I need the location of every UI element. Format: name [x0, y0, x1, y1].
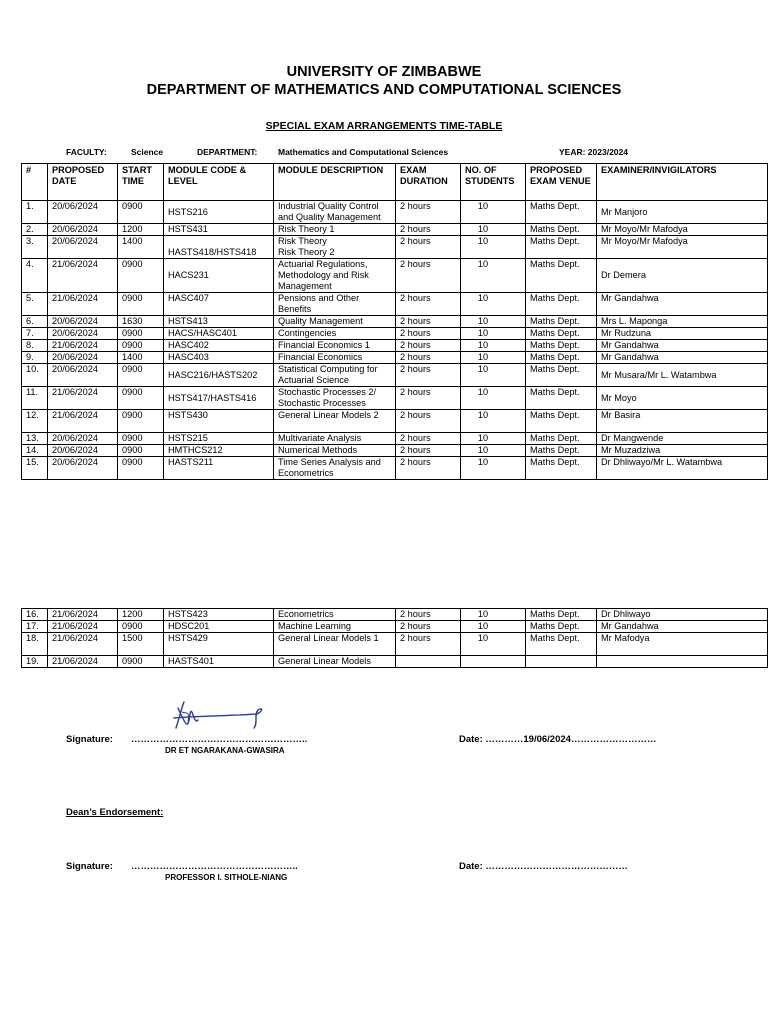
cell-students: 10 — [461, 293, 526, 316]
signatory-name: DR ET NGARAKANA-GWASIRA — [165, 746, 285, 755]
cell-examiner: Mr Moyo/Mr Mafodya — [597, 224, 768, 236]
cell-time: 0900 — [118, 656, 164, 668]
cell-duration: 2 hours — [396, 352, 461, 364]
deans-endorsement-heading: Dean’s Endorsement: — [66, 807, 164, 818]
cell-code: HASTS401 — [164, 656, 274, 668]
cell-examiner: Dr Mangwende — [597, 433, 768, 445]
cell-time: 0900 — [118, 340, 164, 352]
cell-date: 20/06/2024 — [48, 445, 118, 457]
cell-students: 10 — [461, 352, 526, 364]
cell-no: 10. — [22, 364, 48, 387]
cell-no: 17. — [22, 621, 48, 633]
cell-desc: Actuarial Regulations, Methodology and Risk Management — [274, 259, 396, 293]
col-header-number: # — [22, 164, 48, 201]
cell-examiner: Mr Gandahwa — [597, 352, 768, 364]
cell-venue: Maths Dept. — [526, 236, 597, 259]
cell-no: 5. — [22, 293, 48, 316]
signature-date: Date: …………19/06/2024……………………… — [459, 734, 657, 745]
cell-venue: Maths Dept. — [526, 293, 597, 316]
cell-venue: Maths Dept. — [526, 352, 597, 364]
cell-code: HASTS418/HSTS418 — [164, 236, 274, 259]
table-row — [22, 352, 768, 364]
cell-date: 20/06/2024 — [48, 316, 118, 328]
dean-signature-label: Signature: — [66, 861, 113, 872]
cell-duration: 2 hours — [396, 410, 461, 433]
cell-examiner: Mr Basira — [597, 410, 768, 433]
cell-time: 0900 — [118, 201, 164, 224]
cell-no: 3. — [22, 236, 48, 259]
table-row — [22, 340, 768, 352]
cell-duration: 2 hours — [396, 633, 461, 656]
col-header-venue: PROPOSED EXAM VENUE — [526, 164, 597, 201]
cell-code: HASC216/HASTS202 — [164, 364, 274, 387]
cell-code: HSTS429 — [164, 633, 274, 656]
cell-time: 0900 — [118, 259, 164, 293]
cell-duration: 2 hours — [396, 609, 461, 621]
cell-time: 0900 — [118, 387, 164, 410]
table-row — [22, 364, 768, 387]
table-row — [22, 259, 768, 293]
cell-students: 10 — [461, 410, 526, 433]
cell-duration: 2 hours — [396, 387, 461, 410]
cell-students: 10 — [461, 445, 526, 457]
cell-date: 20/06/2024 — [48, 201, 118, 224]
cell-code: HSTS431 — [164, 224, 274, 236]
cell-venue: Maths Dept. — [526, 387, 597, 410]
cell-students: 10 — [461, 259, 526, 293]
cell-desc: Financial Economics 1 — [274, 340, 396, 352]
handwritten-signature — [168, 696, 278, 736]
cell-students: 10 — [461, 236, 526, 259]
document-title: SPECIAL EXAM ARRANGEMENTS TIME-TABLE — [265, 120, 503, 132]
cell-examiner: Mrs L. Maponga — [597, 316, 768, 328]
table-header-row — [22, 164, 768, 201]
cell-students: 10 — [461, 224, 526, 236]
cell-no: 15. — [22, 457, 48, 480]
cell-no: 19. — [22, 656, 48, 668]
cell-desc: Pensions and Other Benefits — [274, 293, 396, 316]
cell-duration: 2 hours — [396, 293, 461, 316]
cell-desc: Statistical Computing for Actuarial Science — [274, 364, 396, 387]
cell-time: 0900 — [118, 410, 164, 433]
cell-time: 0900 — [118, 445, 164, 457]
cell-no: 2. — [22, 224, 48, 236]
cell-venue: Maths Dept. — [526, 445, 597, 457]
cell-date: 21/06/2024 — [48, 259, 118, 293]
table-row — [22, 656, 768, 668]
cell-examiner: Dr Demera — [597, 259, 768, 293]
cell-date: 21/06/2024 — [48, 609, 118, 621]
table-row — [22, 328, 768, 340]
col-header-date: PROPOSED DATE — [48, 164, 118, 201]
col-header-time: START TIME — [118, 164, 164, 201]
cell-code: HSTS430 — [164, 410, 274, 433]
cell-students: 10 — [461, 316, 526, 328]
table-row — [22, 410, 768, 433]
cell-desc: Risk Theory 1 — [274, 224, 396, 236]
cell-students: 10 — [461, 633, 526, 656]
table-row — [22, 445, 768, 457]
cell-no: 18. — [22, 633, 48, 656]
table-body-continued — [22, 609, 768, 668]
cell-code: HASC407 — [164, 293, 274, 316]
cell-duration — [396, 656, 461, 668]
cell-time: 0900 — [118, 293, 164, 316]
cell-venue: Maths Dept. — [526, 201, 597, 224]
cell-time: 1630 — [118, 316, 164, 328]
cell-venue: Maths Dept. — [526, 259, 597, 293]
cell-venue: Maths Dept. — [526, 433, 597, 445]
department-label: DEPARTMENT: — [197, 147, 258, 157]
cell-desc: Multivariate Analysis — [274, 433, 396, 445]
cell-examiner: Mr Mafodya — [597, 633, 768, 656]
cell-venue: Maths Dept. — [526, 340, 597, 352]
cell-no: 6. — [22, 316, 48, 328]
cell-code: HMTHCS212 — [164, 445, 274, 457]
cell-no: 12. — [22, 410, 48, 433]
cell-time: 0900 — [118, 433, 164, 445]
cell-code: HACS231 — [164, 259, 274, 293]
cell-venue: Maths Dept. — [526, 621, 597, 633]
col-header-module-description: MODULE DESCRIPTION — [274, 164, 396, 201]
cell-desc: Stochastic Processes 2/ Stochastic Processes — [274, 387, 396, 410]
cell-duration: 2 hours — [396, 340, 461, 352]
cell-students: 10 — [461, 609, 526, 621]
cell-no: 1. — [22, 201, 48, 224]
university-title: UNIVERSITY OF ZIMBABWE — [286, 64, 482, 80]
cell-date: 21/06/2024 — [48, 293, 118, 316]
cell-examiner — [597, 656, 768, 668]
cell-duration: 2 hours — [396, 236, 461, 259]
cell-time: 1400 — [118, 352, 164, 364]
cell-time: 0900 — [118, 621, 164, 633]
cell-time: 0900 — [118, 364, 164, 387]
cell-code: HASTS211 — [164, 457, 274, 480]
cell-desc: Time Series Analysis and Econometrics — [274, 457, 396, 480]
cell-duration: 2 hours — [396, 328, 461, 340]
timetable-main — [21, 163, 768, 480]
cell-examiner: Dr Dhliwayo — [597, 609, 768, 621]
cell-venue: Maths Dept. — [526, 410, 597, 433]
cell-venue: Maths Dept. — [526, 457, 597, 480]
cell-no: 16. — [22, 609, 48, 621]
cell-examiner: Mr Moyo — [597, 387, 768, 410]
table-row — [22, 201, 768, 224]
table-row — [22, 633, 768, 656]
cell-venue — [526, 656, 597, 668]
cell-students: 10 — [461, 201, 526, 224]
cell-no: 9. — [22, 352, 48, 364]
cell-venue: Maths Dept. — [526, 633, 597, 656]
cell-date: 21/06/2024 — [48, 340, 118, 352]
cell-date: 20/06/2024 — [48, 352, 118, 364]
cell-students: 10 — [461, 457, 526, 480]
timetable-continued — [21, 608, 768, 668]
cell-duration: 2 hours — [396, 433, 461, 445]
cell-time: 1500 — [118, 633, 164, 656]
faculty-value: Science — [131, 147, 164, 157]
cell-code: HASC403 — [164, 352, 274, 364]
cell-students: 10 — [461, 340, 526, 352]
cell-date: 20/06/2024 — [48, 364, 118, 387]
col-header-duration: EXAM DURATION — [396, 164, 461, 201]
cell-date: 21/06/2024 — [48, 633, 118, 656]
cell-date: 20/06/2024 — [48, 457, 118, 480]
cell-desc: Numerical Methods — [274, 445, 396, 457]
signature-label: Signature: — [66, 734, 113, 745]
cell-venue: Maths Dept. — [526, 364, 597, 387]
table-row — [22, 433, 768, 445]
signature-line: ……………………………………………….. — [131, 734, 308, 745]
cell-date: 21/06/2024 — [48, 621, 118, 633]
table-row — [22, 316, 768, 328]
cell-examiner: Mr Rudzuna — [597, 328, 768, 340]
cell-examiner: Mr Muzadziwa — [597, 445, 768, 457]
table-row — [22, 293, 768, 316]
table-row — [22, 609, 768, 621]
cell-students: 10 — [461, 328, 526, 340]
cell-code: HSTS413 — [164, 316, 274, 328]
cell-duration: 2 hours — [396, 364, 461, 387]
table-body-main — [22, 201, 768, 480]
cell-venue: Maths Dept. — [526, 224, 597, 236]
cell-duration: 2 hours — [396, 457, 461, 480]
cell-desc: Machine Learning — [274, 621, 396, 633]
cell-date: 21/06/2024 — [48, 387, 118, 410]
table-row — [22, 236, 768, 259]
cell-students — [461, 656, 526, 668]
cell-no: 14. — [22, 445, 48, 457]
cell-desc: Risk Theory Risk Theory 2 — [274, 236, 396, 259]
cell-venue: Maths Dept. — [526, 328, 597, 340]
cell-no: 8. — [22, 340, 48, 352]
table-row — [22, 621, 768, 633]
cell-desc: General Linear Models — [274, 656, 396, 668]
cell-time: 0900 — [118, 457, 164, 480]
cell-duration: 2 hours — [396, 224, 461, 236]
cell-date: 20/06/2024 — [48, 433, 118, 445]
cell-students: 10 — [461, 387, 526, 410]
cell-students: 10 — [461, 433, 526, 445]
cell-time: 1200 — [118, 609, 164, 621]
cell-code: HDSC201 — [164, 621, 274, 633]
cell-code: HSTS216 — [164, 201, 274, 224]
cell-code: HSTS423 — [164, 609, 274, 621]
cell-students: 10 — [461, 621, 526, 633]
cell-examiner: Mr Gandahwa — [597, 340, 768, 352]
cell-examiner: Mr Gandahwa — [597, 621, 768, 633]
table-row — [22, 387, 768, 410]
department-title: DEPARTMENT OF MATHEMATICS AND COMPUTATIONAL SCIENCES — [146, 82, 622, 98]
cell-code: HSTS417/HASTS416 — [164, 387, 274, 410]
cell-duration: 2 hours — [396, 621, 461, 633]
cell-date: 21/06/2024 — [48, 656, 118, 668]
cell-no: 4. — [22, 259, 48, 293]
cell-desc: Quality Management — [274, 316, 396, 328]
cell-code: HACS/HASC401 — [164, 328, 274, 340]
cell-desc: General Linear Models 2 — [274, 410, 396, 433]
cell-venue: Maths Dept. — [526, 609, 597, 621]
table-row — [22, 457, 768, 480]
cell-date: 20/06/2024 — [48, 236, 118, 259]
cell-date: 20/06/2024 — [48, 328, 118, 340]
cell-desc: Industrial Quality Control and Quality Management — [274, 201, 396, 224]
dean-name: PROFESSOR I. SITHOLE-NIANG — [165, 873, 288, 882]
cell-duration: 2 hours — [396, 259, 461, 293]
cell-desc: General Linear Models 1 — [274, 633, 396, 656]
cell-examiner: Mr Musara/Mr L. Watambwa — [597, 364, 768, 387]
col-header-module-code: MODULE CODE & LEVEL — [164, 164, 274, 201]
dean-date: Date: ……………………………………… — [459, 861, 628, 872]
cell-examiner: Mr Moyo/Mr Mafodya — [597, 236, 768, 259]
cell-date: 21/06/2024 — [48, 410, 118, 433]
cell-duration: 2 hours — [396, 445, 461, 457]
faculty-label: FACULTY: — [66, 147, 107, 157]
cell-desc: Contingencies — [274, 328, 396, 340]
cell-venue: Maths Dept. — [526, 316, 597, 328]
cell-duration: 2 hours — [396, 201, 461, 224]
cell-no: 13. — [22, 433, 48, 445]
cell-desc: Econometrics — [274, 609, 396, 621]
department-value: Mathematics and Computational Sciences — [278, 147, 449, 157]
cell-code: HASC402 — [164, 340, 274, 352]
academic-year: YEAR: 2023/2024 — [559, 147, 628, 157]
cell-desc: Financial Economics — [274, 352, 396, 364]
cell-duration: 2 hours — [396, 316, 461, 328]
cell-students: 10 — [461, 364, 526, 387]
col-header-students: NO. OF STUDENTS — [461, 164, 526, 201]
table-row — [22, 224, 768, 236]
cell-examiner: Dr Dhliwayo/Mr L. Watambwa — [597, 457, 768, 480]
col-header-examiner: EXAMINER/INVIGILATORS — [597, 164, 768, 201]
dean-signature-line: …………………………………………….. — [131, 861, 298, 872]
cell-time: 1400 — [118, 236, 164, 259]
cell-code: HSTS215 — [164, 433, 274, 445]
cell-date: 20/06/2024 — [48, 224, 118, 236]
cell-time: 0900 — [118, 328, 164, 340]
cell-no: 7. — [22, 328, 48, 340]
cell-examiner: Mr Manjoro — [597, 201, 768, 224]
cell-time: 1200 — [118, 224, 164, 236]
cell-no: 11. — [22, 387, 48, 410]
cell-examiner: Mr Gandahwa — [597, 293, 768, 316]
